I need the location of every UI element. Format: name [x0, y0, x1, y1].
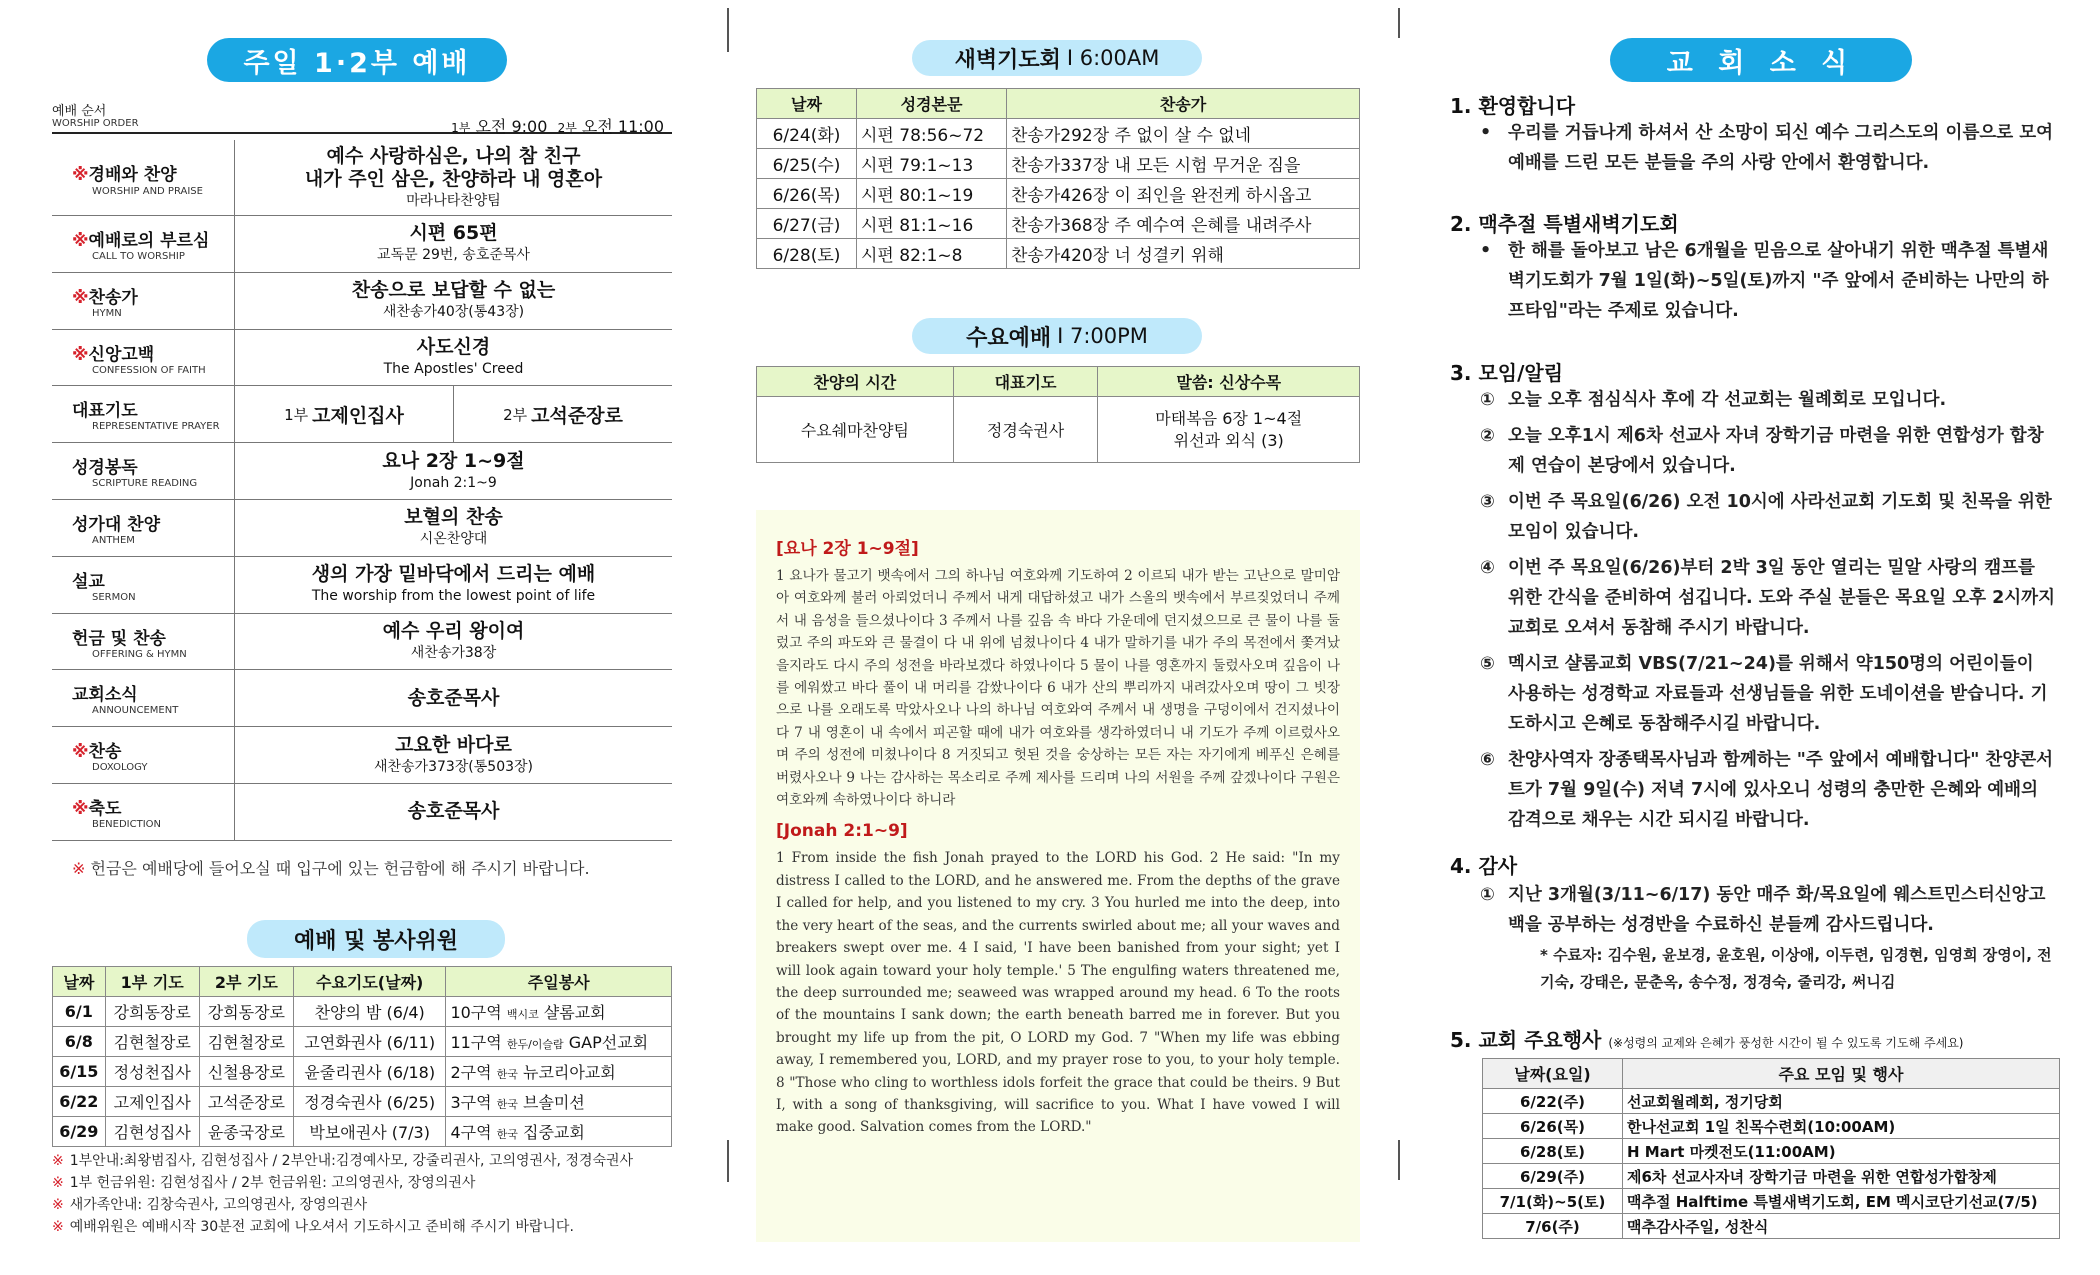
- news-item: ⑥ 찬양사역자 장종택목사님과 함께하는 "주 앞에서 예배합니다" 찬양콘서트가 7월 9일(수) 저녁 7시에 있사오니 성령의 충만한 은혜와 예배의 감격으로 채우는 시간 되시길 바랍니다.: [1480, 750, 2054, 830]
- fold-mark-top-2: [1398, 8, 1400, 38]
- order-label: [52, 557, 235, 613]
- wednesday-service-row: [757, 397, 1360, 463]
- worship-order-row: [52, 330, 672, 387]
- worship-order-label-en: WORSHIP ORDER: [52, 118, 139, 129]
- graduates-note: * 수료자: 김수원, 윤보경, 윤호원, 이상애, 이두련, 임경현, 임영희 장영이, 전기숙, 강태은, 문춘옥, 송수정, 정경숙, 줄리강, 써니김: [1540, 946, 2052, 991]
- wed-header: 말씀: 신상수목: [1098, 367, 1360, 397]
- committee-service: 3구역 한국 브솔미션: [446, 1087, 672, 1117]
- order-label: [52, 273, 235, 329]
- committee-cell: 김현성집사: [105, 1117, 199, 1147]
- left-panel: [52, 0, 672, 1275]
- order-label-ko: 설교: [72, 571, 105, 592]
- dawn-header: 날짜: [757, 89, 857, 119]
- event-cell: 제6차 선교사자녀 장학기금 마련을 위한 연합성가합창제: [1623, 1164, 2060, 1189]
- wed-header: 대표기도: [953, 367, 1098, 397]
- order-label: [52, 443, 235, 499]
- committee-header: 날짜: [53, 967, 106, 997]
- committee-cell: 6/1: [53, 997, 106, 1027]
- committee-service: 2구역 한국 뉴코리아교회: [446, 1057, 672, 1087]
- dawn-row: [757, 119, 1360, 149]
- dawn-cell: 시편 79:1~13: [857, 149, 1007, 179]
- order-label-en: OFFERING & HYMN: [92, 648, 187, 660]
- order-label-en: HYMN: [92, 307, 122, 319]
- wed-header: 찬양의 시간: [757, 367, 954, 397]
- committee-row: [53, 997, 672, 1027]
- committee-cell: 정경숙권사 (6/25): [293, 1087, 446, 1117]
- order-label: [52, 784, 235, 840]
- order-label: [52, 614, 235, 670]
- event-cell: 맥추절 Halftime 특별새벽기도회, EM 멕시코단기선교(7/5): [1623, 1189, 2060, 1214]
- order-label-en: BENEDICTION: [92, 818, 162, 830]
- section-thanks-title: 4. 감사: [1450, 854, 1518, 878]
- worship-order-label: 예배 순서: [52, 104, 107, 119]
- order-value: [235, 386, 672, 442]
- committee-cell: 고연화권사 (6/11): [293, 1027, 446, 1057]
- order-label-ko: ※예배로의 부르심: [72, 231, 210, 251]
- worship-order-row: [52, 784, 672, 841]
- committee-cell: 강희동장로: [199, 997, 293, 1027]
- order-label-en: SERMON: [92, 591, 136, 603]
- news-item: ① 오늘 오후 점심식사 후에 각 선교회는 월례회로 모입니다.: [1480, 390, 1947, 410]
- order-label-ko: 성경봉독: [72, 458, 138, 479]
- committee-header: 1부 기도: [105, 967, 199, 997]
- section-dawn-title: 2. 맥추절 특별새벽기도회: [1450, 212, 1679, 236]
- order-label-en: CALL TO WORSHIP: [92, 251, 185, 262]
- dawn-row: [757, 149, 1360, 179]
- committee-header: 2부 기도: [199, 967, 293, 997]
- worship-order-row: [52, 443, 672, 500]
- committee-service: 4구역 한국 집중교회: [446, 1117, 672, 1147]
- wednesday-service-table: [756, 366, 1360, 463]
- dawn-header: 성경본문: [857, 89, 1007, 119]
- events-header: 주요 모임 및 행사: [1623, 1059, 2060, 1089]
- dawn-cell: 찬송가426장 이 죄인을 완전케 하시옵고: [1007, 179, 1360, 209]
- dawn-row: [757, 239, 1360, 269]
- event-cell: 6/28(토): [1483, 1139, 1623, 1164]
- event-cell: 선교회월례회, 정기당회: [1623, 1089, 2060, 1114]
- committee-note: ※ 예배위원은 예배시작 30분전 교회에 나오셔서 기도하시고 준비해 주시기 바랍니다.: [52, 1219, 574, 1235]
- dawn-header: 찬송가: [1007, 89, 1360, 119]
- order-value: 요나 2장 1~9절 Jonah 2:1~9: [382, 449, 525, 491]
- worship-order-row: [52, 614, 672, 671]
- committee-title: 예배 및 봉사위원: [247, 920, 505, 958]
- news-item: • 우리를 거듭나게 하셔서 산 소망이 되신 예수 그리스도의 이름으로 모여 예배를 드린 모든 분들을 주의 사랑 안에서 환영합니다.: [1480, 123, 2054, 173]
- dawn-cell: 시편 80:1~19: [857, 179, 1007, 209]
- wednesday-service-title: 수요예배 I 7:00PM: [912, 318, 1202, 354]
- prayer-first: 1부 고제인집사: [235, 386, 454, 442]
- order-label-ko: ※축도: [72, 798, 122, 819]
- worship-order-row: [52, 386, 672, 443]
- committee-cell: 김현철장로: [105, 1027, 199, 1057]
- dawn-cell: 시편 82:1~8: [857, 239, 1007, 269]
- event-row: [1483, 1114, 2060, 1139]
- order-value: 보혈의 찬송 시온찬양대: [404, 506, 503, 548]
- order-label-en: ANNOUNCEMENT: [92, 705, 179, 717]
- wed-prayer: 정경숙권사: [953, 397, 1098, 463]
- order-label: [52, 386, 235, 442]
- committee-cell: 정성천집사: [105, 1057, 199, 1087]
- order-label-ko: ※찬송: [72, 742, 122, 763]
- middle-panel: [752, 0, 1362, 1275]
- scripture-en-ref: [Jonah 2:1~9]: [776, 821, 908, 842]
- committee-service: 10구역 백시코 샬롬교회: [446, 997, 672, 1027]
- fold-mark-top: [727, 8, 729, 52]
- committee-cell: 신철용장로: [199, 1057, 293, 1087]
- worship-order-row: [52, 140, 672, 216]
- order-label: [52, 330, 235, 386]
- offering-note: ※ 헌금은 예배당에 들어오실 때 입구에 있는 헌금함에 해 주시기 바랍니다.: [72, 859, 590, 878]
- order-value: 생의 가장 밑바닥에서 드리는 예배 The worship from the lowest point of life: [311, 563, 596, 605]
- order-label: [52, 216, 235, 272]
- worship-order-row: [52, 216, 672, 273]
- event-row: [1483, 1089, 2060, 1114]
- scripture-ko-ref: [요나 2장 1~9절]: [776, 539, 919, 559]
- order-value: 찬송으로 보답할 수 없는 새찬송가40장(통43장): [351, 279, 556, 321]
- order-label-en: REPRESENTATIVE PRAYER: [92, 421, 220, 433]
- order-label-ko: 교회소식: [72, 685, 138, 706]
- order-label-en: SCRIPTURE READING: [92, 478, 198, 490]
- section-events-title: 5. 교회 주요행사 (※성령의 교제와 은혜가 풍성한 시간이 될 수 있도록 기도해 주세요): [1450, 1028, 1964, 1052]
- worship-order-row: [52, 557, 672, 614]
- committee-cell: 강희동장로: [105, 997, 199, 1027]
- committee-cell: 김현철장로: [199, 1027, 293, 1057]
- committee-cell: 6/29: [53, 1117, 106, 1147]
- order-label-en: DOXOLOGY: [92, 762, 148, 774]
- order-value: 예수 사랑하심은, 나의 참 친구 내가 주인 삼은, 찬양하라 내 영혼아 마라나타찬양팀: [304, 144, 603, 209]
- order-value: 송호준목사: [407, 686, 500, 709]
- event-cell: H Mart 마켓전도(11:00AM): [1623, 1139, 2060, 1164]
- dawn-prayer-title: 새벽기도회 I 6:00AM: [912, 40, 1202, 76]
- dawn-cell: 찬송가420장 너 성결키 위해: [1007, 239, 1360, 269]
- scripture-en-text: 1 From inside the fish Jonah prayed to the LORD his God. 2 He said: "In my distress I called to the LORD, and he answered me. From the depths of the grave I called for help, and you listened to my cry. 3 You hurled me into the deep, into the very heart of the seas, and the currents swirled about me; all your waves and breakers swept over me. 4 I said, 'I have been banished from your sight; yet I will look again toward your holy temple.' 5 The engulfing waters threatened me, the deep surrounded me; seaweed was wrapped around my head. 6 To the roots of the mountains I sank down; the earth beneath barred me in forever. But you brought my life up from the pit, O LORD my God. 7 "When my life was ebbing away, I remembered you, LORD, and my prayer rose to you, to your holy temple. 8 "Those who cling to worthless idols forfeit the grace that could be theirs. 9 But I, with a song of thanksgiving, will sacrifice to you. What I have vowed I will make good. Salvation comes from the LORD.": [776, 850, 1340, 1136]
- committee-header: 수요기도(날짜): [293, 967, 446, 997]
- order-label-ko: 대표기도: [72, 401, 138, 422]
- section-notice-title: 3. 모임/알림: [1450, 361, 1564, 385]
- news-item: • 한 해를 돌아보고 남은 6개월을 믿음으로 살아내기 위한 맥추절 특별새벽기도회가 7월 1일(화)~5일(토)까지 "주 앞에서 준비하는 나만의 하프타임"라는 주제로 있습니다.: [1480, 241, 2049, 321]
- committee-note: ※ 1부 헌금위원: 김현성집사 / 2부 헌금위원: 고의영권사, 장영의권사: [52, 1175, 476, 1191]
- dawn-cell: 6/26(목): [757, 179, 857, 209]
- committee-header: 주일봉사: [446, 967, 672, 997]
- committee-cell: 찬양의 밤 (6/4): [293, 997, 446, 1027]
- events-header: 날짜(요일): [1483, 1059, 1623, 1089]
- dawn-cell: 6/24(화): [757, 119, 857, 149]
- committee-note: ※ 새가족안내: 김창숙권사, 고의영권사, 장영의권사: [52, 1197, 368, 1213]
- news-item: ① 지난 3개월(3/11~6/17) 동안 매주 화/목요일에 웨스트민스터신앙고백을 공부하는 성경반을 수료하신 분들께 감사드립니다.: [1480, 885, 2046, 935]
- worship-order-row: [52, 670, 672, 727]
- prayer-second: 2부 고석준장로: [503, 404, 623, 427]
- order-label: [52, 727, 235, 783]
- committee-cell: 6/8: [53, 1027, 106, 1057]
- news-item: ③ 이번 주 목요일(6/26) 오전 10시에 사라선교회 기도회 및 친목을 위한 모임이 있습니다.: [1480, 492, 2052, 542]
- dawn-cell: 6/27(금): [757, 209, 857, 239]
- committee-cell: 윤종국장로: [199, 1117, 293, 1147]
- order-label-en: WORSHIP AND PRAISE: [92, 186, 203, 197]
- fold-mark-bottom: [727, 1140, 729, 1182]
- dawn-cell: 6/25(수): [757, 149, 857, 179]
- dawn-row: [757, 209, 1360, 239]
- right-panel: [1450, 0, 2062, 1275]
- committee-cell: 6/22: [53, 1087, 106, 1117]
- committee-row: [53, 1057, 672, 1087]
- worship-order-row: [52, 727, 672, 784]
- event-cell: 6/26(목): [1483, 1114, 1623, 1139]
- dawn-row: [757, 179, 1360, 209]
- committee-cell: 6/15: [53, 1057, 106, 1087]
- order-value: 사도신경 The Apostles' Creed: [383, 335, 524, 377]
- order-label-en: CONFESSION OF FAITH: [92, 364, 206, 376]
- order-label-ko: 헌금 및 찬송: [72, 628, 166, 649]
- service-times: 1부 오전 9:00 2부 오전 11:00: [451, 117, 664, 136]
- order-label: [52, 500, 235, 556]
- worship-order-row: [52, 273, 672, 330]
- order-value: 예수 우리 왕이여 새찬송가38장: [382, 619, 525, 661]
- order-value: 송호준목사: [407, 800, 500, 823]
- events-table: [1482, 1058, 2060, 1239]
- order-label-ko: ※경배와 찬양: [72, 165, 177, 185]
- dawn-cell: 6/28(토): [757, 239, 857, 269]
- news-item: ② 오늘 오후1시 제6차 선교사 자녀 장학기금 마련을 위한 연합성가 합창제 연습이 본당에서 있습니다.: [1480, 426, 2044, 476]
- worship-order-table: [52, 140, 672, 841]
- dawn-cell: 시편 81:1~16: [857, 209, 1007, 239]
- dawn-cell: 찬송가337장 내 모든 시험 무거운 짐을: [1007, 149, 1360, 179]
- event-cell: 6/22(주): [1483, 1089, 1623, 1114]
- committee-cell: 고제인집사: [105, 1087, 199, 1117]
- order-label: [52, 670, 235, 726]
- committee-service: 11구역 한두/이슬람 GAP선교회: [446, 1027, 672, 1057]
- order-label-ko: ※신앙고백: [72, 344, 155, 365]
- committee-row: [53, 1087, 672, 1117]
- committee-notes: [52, 1150, 672, 1238]
- praise-team: 수요쉐마찬양팀: [757, 397, 954, 463]
- sunday-service-title: 주일 1·2부 예배: [207, 38, 507, 82]
- committee-row: [53, 1027, 672, 1057]
- wed-sermon: 마태복음 6장 1~4절 위선과 외식 (3): [1098, 397, 1360, 463]
- worship-order-header: [52, 98, 672, 134]
- event-row: [1483, 1189, 2060, 1214]
- event-cell: 7/6(주): [1483, 1214, 1623, 1239]
- scripture-box: [756, 510, 1360, 1242]
- order-label-en: ANTHEM: [92, 534, 135, 546]
- worship-order-row: [52, 500, 672, 557]
- order-label-ko: 성가대 찬양: [72, 514, 161, 535]
- news-item: ⑤ 멕시코 샬롬교회 VBS(7/21~24)를 위해서 약150명의 어린이들이 사용하는 성경학교 자료들과 선생님들을 위한 도네이션을 받습니다. 기도하시고 은혜로 동참해주시길 바랍니다.: [1480, 654, 2048, 734]
- committee-table: [52, 966, 672, 1147]
- order-value: 고요한 바다로 새찬송가373장(통503장): [373, 733, 534, 775]
- committee-note: ※ 1부안내:최왕범집사, 김현성집사 / 2부안내:김경예사모, 강줄리권사, 고의영권사, 정경숙권사: [52, 1153, 634, 1169]
- news-item: ④ 이번 주 목요일(6/26)부터 2박 3일 동안 열리는 밀알 사랑의 캠프를 위한 간식을 준비하여 섬깁니다. 도와 주실 분들은 목요일 오후 2시까지 교회로 오셔서 동참해 주시기 바랍니다.: [1480, 558, 2055, 638]
- event-row: [1483, 1164, 2060, 1189]
- event-cell: 맥추감사주일, 성찬식: [1623, 1214, 2060, 1239]
- order-label-ko: ※찬송가: [72, 287, 138, 308]
- event-row: [1483, 1139, 2060, 1164]
- scripture-ko-text: 1 요나가 물고기 뱃속에서 그의 하나님 여호와께 기도하여 2 이르되 내가 받는 고난으로 말미암아 여호와께 불러 아뢰었더니 주께서 내게 대답하셨고 내가 스올의 뱃속에서 부르짖었더니 주께서 내 음성을 들으셨나이다 3 주께서 나를 깊음 속 바다 가운데에 던지셨으므로 큰 물이 나를 둘렀고 주의 파도와 큰 물결이 다 내 위에 넘쳤나이다 4 내가 말하기를 내가 주의 목전에서 쫓겨났을지라도 다시 주의 성전을 바라보겠다 하였나이다 5 물이 나를 영혼까지 둘렀사오며 깊음이 나를 에워쌌고 바다 풀이 내 머리를 감쌌나이다 6 내가 산의 뿌리까지 내려갔사오며 땅이 그 빗장으로 나를 오래도록 막았사오나 나의 하나님 여호와여 주께서 내 생명을 구덩이에서 건지셨나이다 7 내 영혼이 내 속에서 피곤할 때에 내가 여호와를 생각하였더니 내 기도가 주께 이르렀사오며 주의 성전에 미쳤나이다 8 거짓되고 헛된 것을 숭상하는 모든 자는 자기에게 베푸신 은혜를 버렸사오나 9 나는 감사하는 목소리로 주께 제사를 드리며 나의 서원을 주께 갚겠나이다 구원은 여호와께 속하였나이다 하니라: [776, 568, 1340, 809]
- committee-cell: 윤줄리권사 (6/18): [293, 1057, 446, 1087]
- church-news-title: 교 회 소 식: [1610, 38, 1912, 82]
- section-welcome-title: 1. 환영합니다: [1450, 94, 1576, 118]
- fold-mark-bottom-2: [1398, 1140, 1400, 1180]
- dawn-cell: 찬송가292장 주 없이 살 수 없네: [1007, 119, 1360, 149]
- committee-cell: 박보애권사 (7/3): [293, 1117, 446, 1147]
- event-cell: 7/1(화)~5(토): [1483, 1189, 1623, 1214]
- order-label: [52, 140, 235, 215]
- order-value: 시편 65편 교독문 29번, 송호준목사: [377, 222, 530, 264]
- committee-cell: 고석준장로: [199, 1087, 293, 1117]
- dawn-cell: 찬송가368장 주 예수여 은혜를 내려주사: [1007, 209, 1360, 239]
- event-row: [1483, 1214, 2060, 1239]
- event-cell: 6/29(주): [1483, 1164, 1623, 1189]
- committee-row: [53, 1117, 672, 1147]
- dawn-prayer-table: [756, 88, 1360, 269]
- dawn-cell: 시편 78:56~72: [857, 119, 1007, 149]
- event-cell: 한나선교회 1일 친목수련회(10:00AM): [1623, 1114, 2060, 1139]
